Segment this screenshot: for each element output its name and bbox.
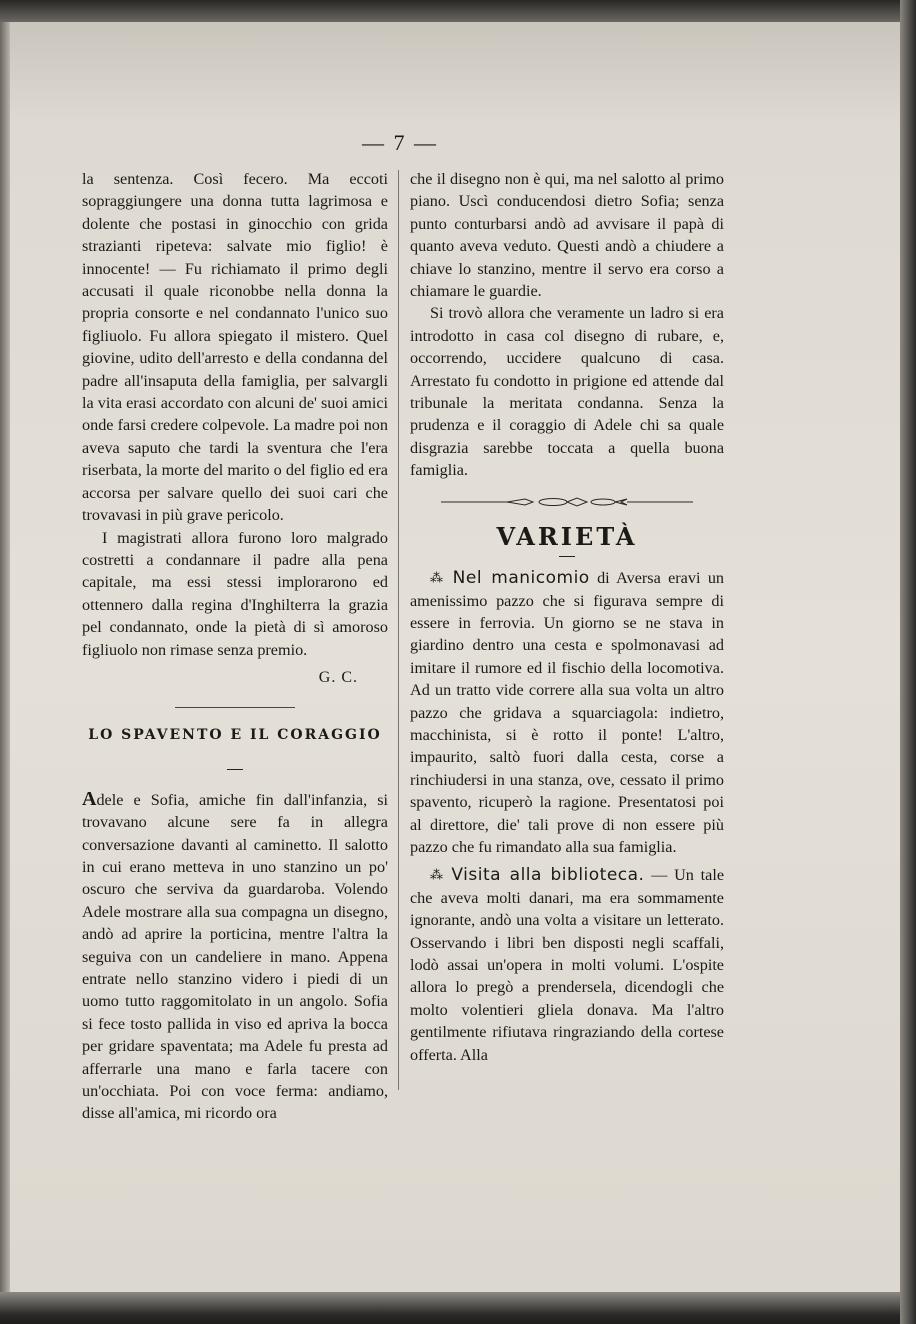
ornament-divider (437, 496, 697, 508)
variety-item (410, 567, 724, 858)
asterism-icon: ⁂ (430, 867, 445, 883)
item-text: di Aversa eravi un amenissimo pazzo che si figurava sempre di essere in ferrovia. Un giorno se ne stava in giardino dentro una cesta e spolmonavasi ad imitare il rumore ed il fischio della locomotiva. Ad un tratto vide correre alla sua volta un altro pazzo che gridava a squarciagola: indietro, macchinista, si è rotto il ponte! L'altro, impaurito, saltò fuori dalla cesta, corse a rinchiudersi in una stanza, ove, cessato il primo spavento, ricuperò la ragione. Presentatosi poi al direttore, die' tali prove di non essere più pazzo che fu rimandato alla sua famiglia. (410, 569, 725, 856)
section-title: VARIETÀ (496, 521, 638, 551)
scan-border-left (0, 0, 10, 1324)
title-dash (227, 769, 243, 770)
scan-border-bottom (0, 1292, 916, 1324)
paragraph: Si trovò allora che veramente un ladro si era introdotto in casa col disegno di rubare, e, occorrendo, uccidere qualcuno di casa. Arrestato fu condotto in prigione ed attende dal tribunale la meritata condanna. Senza la prudenza e il coraggio di Adele chi sa quale disgrazia sarebbe toccata a quella buona famiglia. (410, 304, 724, 480)
drop-cap: A (82, 787, 97, 810)
paragraph: I magistrati allora furono loro malgrado costretti a condannare il padre alla pena capitale, ma essi stessi implorarono ed ottennero dalla regina d'Inghilterra la grazia pel condannato, onde la pietà di sì amoroso figliuolo non rimase senza premio. (82, 528, 388, 659)
variety-item (410, 864, 724, 1066)
section-rule (175, 707, 295, 708)
story-title: LO SPAVENTO E IL CORAGGIO (88, 727, 382, 744)
author-signature: G. C. (318, 668, 358, 686)
paragraph: la sentenza. Così fecero. Ma eccoti sopraggiungere una donna tutta lagrimosa e dolente che postasi in ginocchio con grida strazianti ripeteva: salvate mio figlio! è innocente! — Fu richiamato il primo degli accusati il quale riconobbe nella donna la propria consorte e nel condannato l'unico suo figliuolo. Fu allora spiegato il mistero. Quel giovine, udito dell'arresto e della condanna del padre all'insaputa della famiglia, per salvargli la vita erasi accordato con alcuni de' suoi amici onde farsi credere colpevole. La madre poi non aveva saputo che tardi la sventura che l'era riserbata, la morte del marito o del figlio ed era accorsa per salvare quello dei suoi cari che trovavasi in più grave pericolo. (82, 170, 388, 525)
asterism-icon: ⁂ (430, 570, 446, 586)
item-heading: Nel manicomio (452, 568, 590, 589)
paragraph: che il disegno non è qui, ma nel salotto al primo piano. Uscì conducendosi dietro Sofia; senza punto conturbarsi andò ad avvisare il papà di quanto aveva veduto. Questi andò a chiudere a chiave lo stanzino, mentre il servo era corso a chiamare le guardie. (410, 170, 724, 301)
right-column (410, 168, 724, 1066)
story-paragraph (82, 788, 388, 1125)
column-divider (398, 170, 399, 1090)
title-dash (559, 556, 575, 557)
page-number: — 7 — (362, 130, 438, 155)
scan-border-top (0, 0, 916, 22)
scan-border-right (900, 0, 916, 1324)
left-column (82, 168, 388, 1125)
story-text: dele e Sofia, amiche fin dall'infanzia, si trovavano alcune sere fa in allegra conversazione davanti al caminetto. Il salotto in cui erano metteva in uno stanzino un po' oscuro che serviva da guardaroba. Volendo Adele mostrare alla sua compagna un disegno, andò ad aprire la porticina, mentre l'altra la seguiva con un candeliere in mano. Appena entrate nello stanzino videro i piedi di un uomo tutto raggomitolato in un angolo. Sofia si fece tosto pallida in viso ed apriva la bocca per gridare spaventata; ma Adele fu presta ad afferrarle una mano e farla tacere con un'occhiata. Poi con voce ferma: andiamo, disse all'amica, mi ricordo ora (82, 790, 388, 1123)
item-heading: Visita alla biblioteca. (451, 865, 645, 886)
item-text: — Un tale che aveva molti danari, ma era sommamente ignorante, andò una volta a visitare un letterato. Osservando i libri ben disposti negli scaffali, lodò assai un'opera in molti volumi. L'ospite allora lo pregò a prendersela, dicendogli che molto volentieri gliela donava. Ma l'altro gentilmente rifiutava ringraziando della cortese offerta. Alla (410, 866, 724, 1064)
